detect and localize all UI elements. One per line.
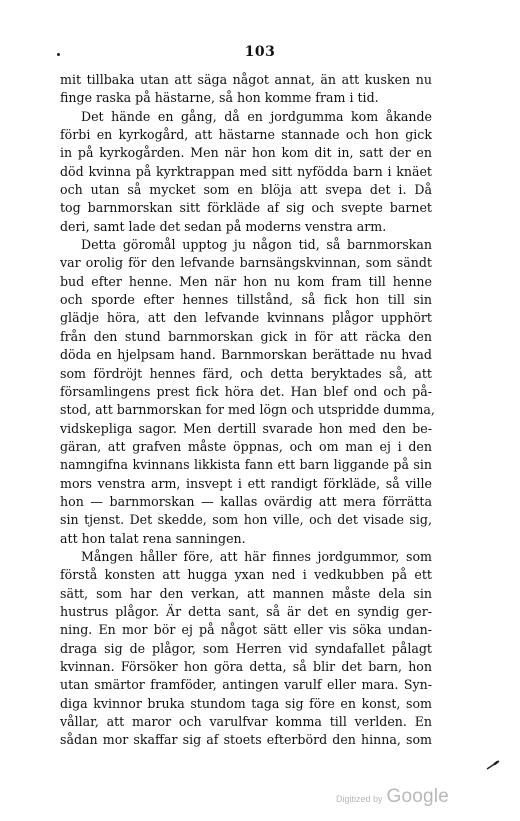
text-line: ning. En mor bör ej på något sätt eller vis söka undan-: [60, 622, 432, 638]
text-line: hon — barnmorskan — kallas ovärdig att mera förrätta: [60, 493, 432, 509]
text-line: förstå konsten att hugga yxan ned i vedkubben på ett: [60, 567, 432, 583]
text-line: Mången håller före, att här finnes jordgummor, som: [81, 548, 432, 564]
text-line: Det hände en gång, då en jordgumma kom åkande: [81, 108, 432, 124]
text-line: och sporde efter hennes tillstånd, så fick hon till sin: [60, 292, 432, 308]
text-line: kvinnan. Försöker hon göra detta, så blir det barn, hon: [60, 659, 432, 674]
text-line: mors venstra arm, insvept i ett randigt förkläde, så ville: [60, 475, 432, 491]
text-line: sätt, som har den verkan, att mannen måste dela sin: [60, 585, 432, 601]
text-line: vållar, att maror och varulfvar komma till verlden. En: [60, 714, 432, 730]
text-line: församlingens prest fick höra det. Han blef ond och på-: [60, 383, 432, 399]
text-line: att hon talat rena sanningen.: [60, 530, 246, 546]
text-line: namngifna kvinnans likkista fann ett barn liggande på sin: [60, 457, 432, 473]
text-line: bud efter henne. Men när hon nu kom fram till henne: [60, 273, 432, 289]
text-line: sin tjenst. Det skedde, som hon ville, och det visade sig,: [60, 512, 432, 528]
text-line: draga sig de plågor, som Herren vid syndafallet pålagt: [60, 640, 432, 656]
pen-mark-icon: [486, 760, 500, 770]
text-line: sådan mor skaffar sig af stoets efterbörd den hinna, som: [60, 732, 432, 748]
text-line: från den stund barnmorskan gick in för att räcka den: [60, 328, 432, 344]
text-line: finge raska på hästarne, så hon komme fram i tid.: [60, 90, 379, 106]
page-number: 103: [244, 44, 276, 60]
text-line: tog barnmorskan sitt förkläde af sig och svepte barnet: [60, 200, 432, 216]
watermark-prefix: Digitized by: [336, 794, 383, 804]
text-line: in på kyrkogården. Men när hon kom dit in, satt der en: [60, 145, 432, 161]
text-line: mit tillbaka utan att säga något annat, än att kusken nu: [60, 72, 432, 87]
text-line: gäran, att grafven måste öppnas, och om man ej i den: [60, 438, 432, 454]
text-line: hustrus plågor. Är detta sant, så är det en syndig ger-: [60, 603, 432, 619]
digitized-watermark: [336, 786, 449, 808]
text-line: död kvinna på kyrktrappan med sitt nyfödda barn i knäet: [60, 163, 432, 179]
text-line: deri, samt lade det sedan på moderns venstra arm.: [60, 218, 387, 234]
text-line: glädje höra, att den lefvande kvinnans plågor upphört: [60, 310, 432, 326]
text-line: som fördröjt hennes färd, och detta beryktades så, att: [60, 365, 432, 381]
text-line: Detta göromål upptog ju någon tid, så barnmorskan: [81, 237, 432, 253]
google-logo: Google: [386, 786, 449, 807]
body-text: [60, 71, 435, 750]
text-line: var orolig för den lefvande barnsängskvinnan, som sändt: [60, 255, 432, 271]
text-line: diga kvinnor bruka stundom taga sig före en konst, som: [60, 695, 432, 711]
text-line: och utan så mycket som en blöja att svepa det i. Då: [60, 182, 432, 198]
text-line: vidskepliga sagor. Men dertill svarade hon med den be-: [60, 420, 432, 436]
text-line: döda en hjelpsam hand. Barnmorskan berättade nu hvad: [60, 347, 432, 363]
text-line: förbi en kyrkogård, att hästarne stannade och hon gick: [60, 127, 432, 143]
text-line: stod, att barnmorskan for med lögn och utspridde dumma,: [60, 402, 435, 418]
text-line: utan smärtor framföder, antingen varulf eller mara. Syn-: [60, 677, 432, 693]
